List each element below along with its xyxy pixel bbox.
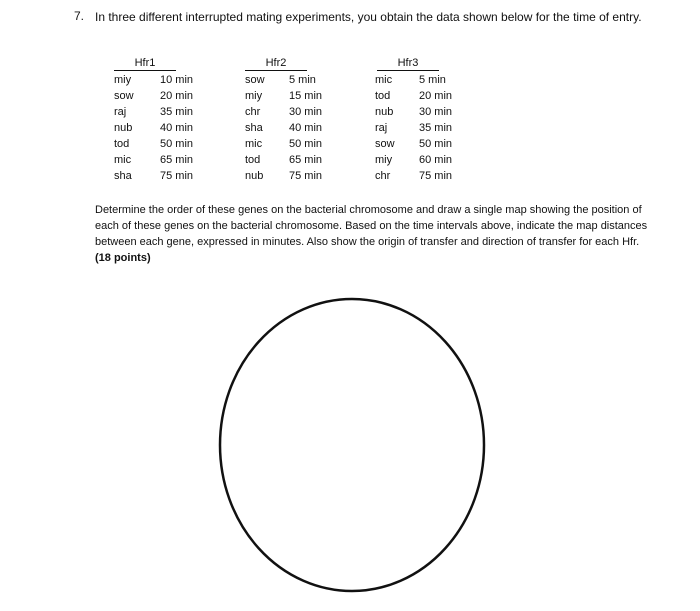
- entry-time: 35 min: [419, 122, 453, 134]
- entry-time: 65 min: [289, 154, 323, 166]
- entry-time: 10 min: [160, 74, 194, 86]
- entry-time: 20 min: [419, 90, 453, 102]
- entry-time: 60 min: [419, 154, 453, 166]
- entry-time: 35 min: [160, 106, 194, 118]
- gene-name: nub: [245, 170, 264, 182]
- gene-name: sow: [114, 90, 134, 102]
- question-text: In three different interrupted mating experiments, you obtain the data shown below for the time of entry.: [95, 10, 642, 24]
- entry-time: 20 min: [160, 90, 194, 102]
- gene-name: raj: [375, 122, 388, 134]
- entry-time: 75 min: [160, 170, 194, 182]
- entry-time: 30 min: [419, 106, 453, 118]
- gene-name: raj: [114, 106, 127, 118]
- gene-name: sow: [375, 138, 395, 150]
- entry-time: 50 min: [419, 138, 453, 150]
- gene-name: mic: [114, 154, 132, 166]
- hfr1-title: Hfr1: [114, 56, 176, 71]
- gene-name: sow: [245, 74, 265, 86]
- hfr3-title: Hfr3: [377, 56, 439, 71]
- gene-name: mic: [245, 138, 263, 150]
- entry-time: 50 min: [289, 138, 323, 150]
- entry-time: 65 min: [160, 154, 194, 166]
- gene-name: chr: [245, 106, 261, 118]
- gene-name: sha: [245, 122, 263, 134]
- instructions-text: Determine the order of these genes on the bacterial chromosome and draw a single map showing the position of each of these genes on the bacterial chromosome. Based on the time intervals above, indicate the map distances between each gene, expressed in minutes. Also show the origin of transfer and direction of transfer for each Hfr.: [95, 204, 648, 248]
- gene-name: nub: [375, 106, 394, 118]
- entry-time: 5 min: [419, 74, 446, 86]
- gene-name: miy: [245, 90, 263, 102]
- entry-time: 40 min: [160, 122, 194, 134]
- gene-name: sha: [114, 170, 132, 182]
- instructions-paragraph: [95, 202, 655, 266]
- gene-name: chr: [375, 170, 391, 182]
- entry-time: 50 min: [160, 138, 194, 150]
- entry-time: 30 min: [289, 106, 323, 118]
- gene-name: mic: [375, 74, 393, 86]
- entry-time: 75 min: [289, 170, 323, 182]
- gene-name: miy: [375, 154, 393, 166]
- points-label: (18 points): [95, 252, 151, 264]
- hfr2-title: Hfr2: [245, 56, 307, 71]
- entry-time: 40 min: [289, 122, 323, 134]
- entry-time: 15 min: [289, 90, 323, 102]
- gene-name: miy: [114, 74, 132, 86]
- entry-time: 5 min: [289, 74, 316, 86]
- gene-name: nub: [114, 122, 133, 134]
- gene-name: tod: [375, 90, 391, 102]
- gene-name: tod: [114, 138, 130, 150]
- question-number: 7.: [74, 9, 85, 23]
- gene-name: tod: [245, 154, 261, 166]
- chromosome-circle: [218, 296, 488, 596]
- entry-time: 75 min: [419, 170, 453, 182]
